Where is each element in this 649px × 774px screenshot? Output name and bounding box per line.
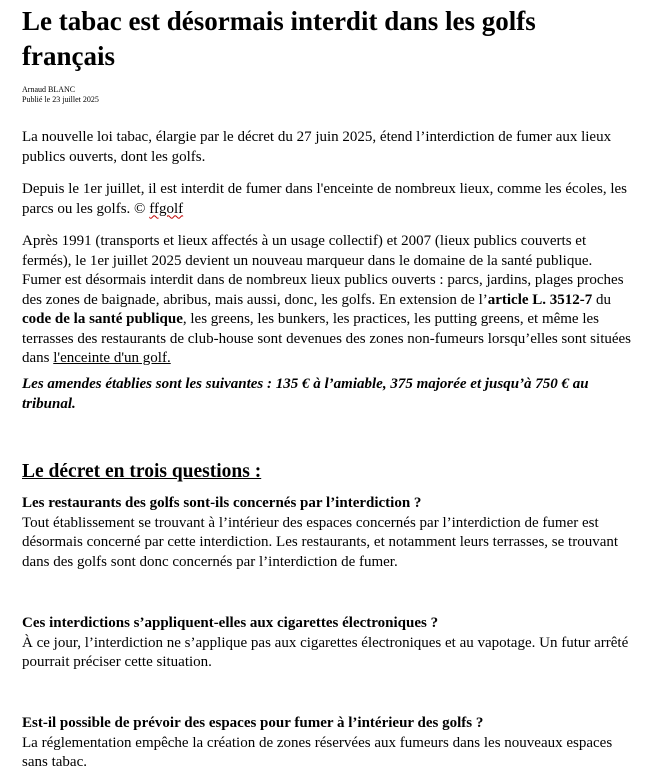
section-heading: Le décret en trois questions :: [22, 461, 262, 482]
qa-item: [22, 714, 634, 773]
question: Ces interdictions s’appliquent-elles aux cigarettes électroniques ?: [22, 615, 439, 631]
answer: À ce jour, l’interdiction ne s’applique pas aux cigarettes électroniques et au vapotage. Un futur arrêté pourrait préciser cette situation.: [22, 634, 629, 670]
answer: La réglementation empêche la création de zones réservées aux fumeurs dans les nouveaux espaces sans tabac.: [22, 734, 613, 770]
author-name: Arnaud BLANC: [22, 85, 76, 94]
context-text-a: Après 1991 (transports et lieux affectés à un usage collectif) et 2007 (lieux publics couverts et fermés), le 1er juillet 2025 devient un nouveau marqueur dans le domaine de la santé publique. Fumer est désormais interdit dans de nombreux lieux publics ouverts : parcs, jardins, plages proches des zones de baignade, abribus, mais aussi, donc, les golfs. En extension de l’: [22, 233, 624, 308]
golf-enclosure-link[interactable]: l'enceinte d'un golf.: [53, 350, 171, 366]
qa-item: [22, 494, 634, 572]
paragraph-context: [22, 232, 634, 369]
article-reference: article L. 3512-7: [487, 291, 593, 308]
caption-credit: ffgolf: [149, 200, 184, 217]
question: Est-il possible de prévoir des espaces pour fumer à l’intérieur des golfs ?: [22, 715, 484, 731]
article-meta: [22, 85, 99, 105]
qa-item: [22, 614, 634, 673]
answer: Tout établissement se trouvant à l’intérieur des espaces concernés par l’interdiction de fumer est désormais concerné par cette interdiction. Les restaurants, et notamment leurs terrasses, se trouvant dans des golfs sont donc concernés par l’interdiction de fumer.: [22, 514, 619, 570]
context-text-c: , les greens, les bunkers, les practices, les putting greens, et même les terrasses des restaurants de club-house sont devenues des zones non-fumeurs lorsqu’elles sont situées dans: [22, 311, 632, 366]
paragraph-fines: Les amendes établies sont les suivantes : 135 € à l’amiable, 375 majorée et jusqu’à 750 € au tribunal.: [22, 376, 589, 412]
paragraph-photo-caption: [22, 180, 634, 219]
code-reference: code de la santé publique: [22, 311, 183, 327]
question: Les restaurants des golfs sont-ils concernés par l’interdiction ?: [22, 495, 422, 511]
context-text-b: du: [592, 291, 612, 308]
paragraph-intro: La nouvelle loi tabac, élargie par le décret du 27 juin 2025, étend l’interdiction de fumer aux lieux publics ouverts, dont les golfs.: [22, 129, 612, 165]
article-title: Le tabac est désormais interdit dans les golfs français: [22, 6, 536, 71]
caption-text: Depuis le 1er juillet, il est interdit de fumer dans l'enceinte de nombreux lieux, comme les écoles, les parcs ou les golfs. ©: [22, 181, 628, 217]
publish-date: Publié le 23 juillet 2025: [22, 95, 99, 104]
